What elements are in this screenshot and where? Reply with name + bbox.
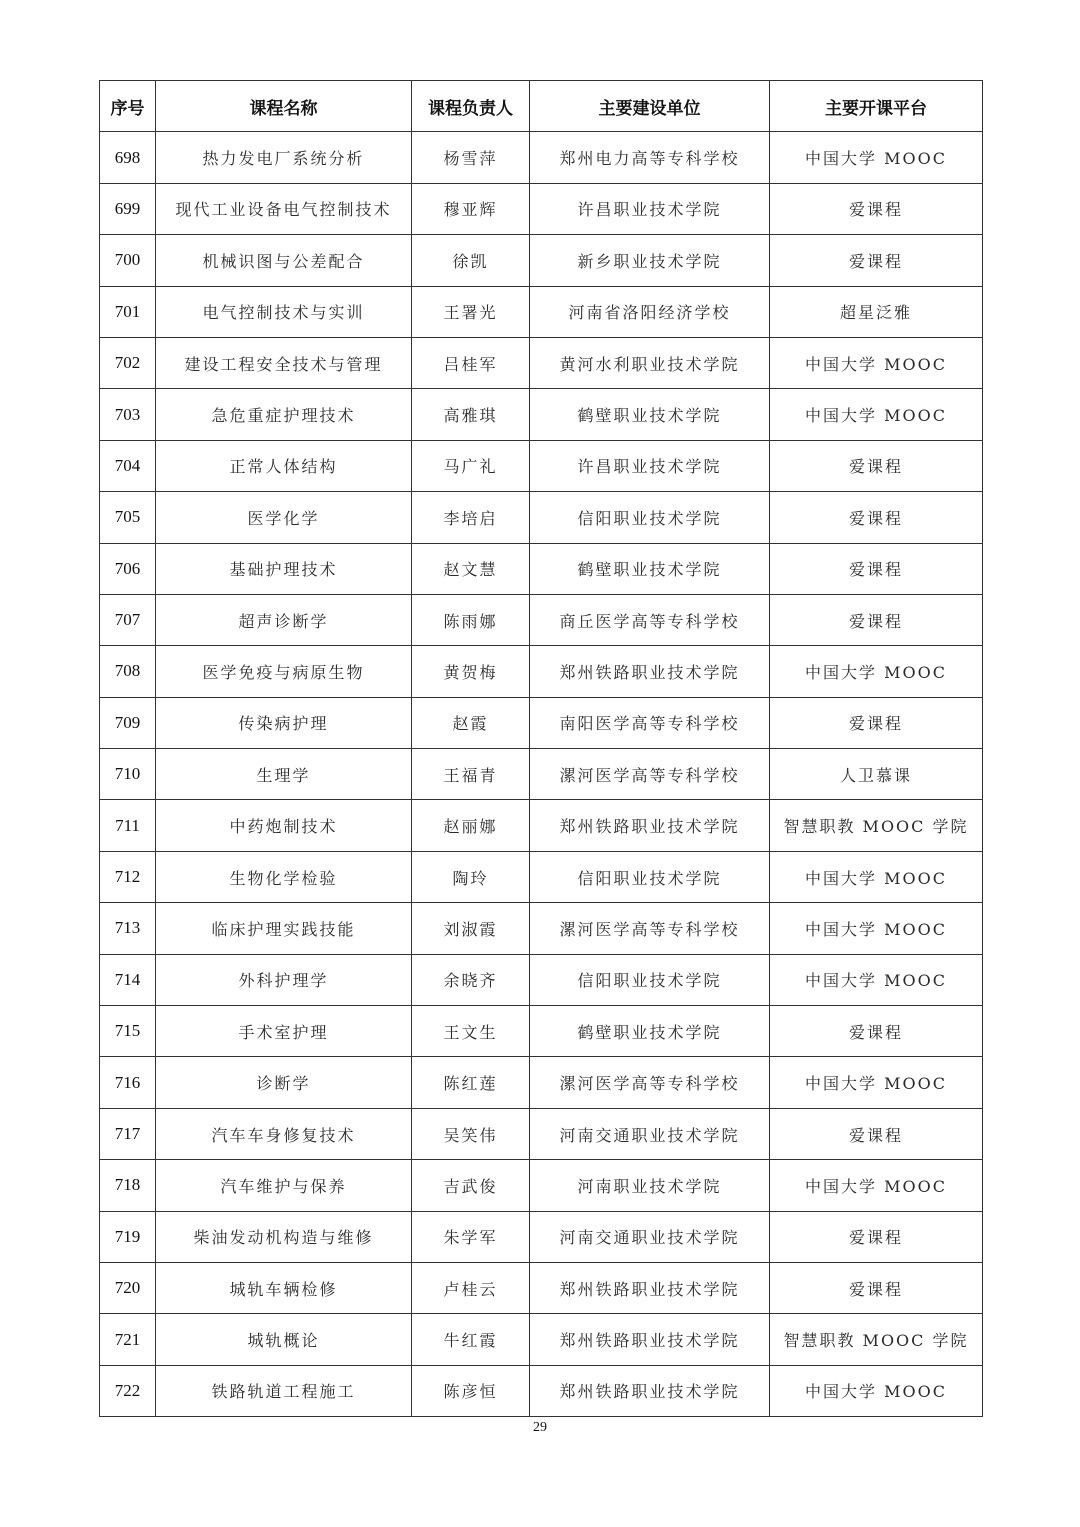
cell-institution: 漯河医学高等专科学校 (530, 1057, 770, 1108)
cell-course-name: 柴油发动机构造与维修 (156, 1211, 412, 1262)
cell-course-lead: 朱学军 (412, 1211, 530, 1262)
cell-serial: 718 (100, 1160, 156, 1211)
cell-course-name: 电气控制技术与实训 (156, 286, 412, 337)
table-row (100, 337, 983, 388)
cell-serial: 711 (100, 800, 156, 851)
cell-platform: 中国大学 MOOC (770, 646, 983, 697)
cell-course-lead: 余晓齐 (412, 954, 530, 1005)
cell-course-lead: 刘淑霞 (412, 903, 530, 954)
table-row (100, 1057, 983, 1108)
cell-serial: 708 (100, 646, 156, 697)
cell-platform: 爱课程 (770, 1006, 983, 1057)
header-course-lead: 课程负责人 (412, 81, 530, 132)
cell-serial: 698 (100, 132, 156, 183)
cell-platform: 中国大学 MOOC (770, 337, 983, 388)
header-institution: 主要建设单位 (530, 81, 770, 132)
cell-platform: 中国大学 MOOC (770, 851, 983, 902)
cell-course-lead: 穆亚辉 (412, 183, 530, 234)
cell-institution: 河南交通职业技术学院 (530, 1108, 770, 1159)
cell-course-name: 建设工程安全技术与管理 (156, 337, 412, 388)
header-platform: 主要开课平台 (770, 81, 983, 132)
cell-platform: 中国大学 MOOC (770, 954, 983, 1005)
table-row (100, 132, 983, 183)
table-row (100, 183, 983, 234)
cell-platform: 爱课程 (770, 1108, 983, 1159)
cell-serial: 705 (100, 492, 156, 543)
cell-course-name: 超声诊断学 (156, 594, 412, 645)
cell-platform: 爱课程 (770, 440, 983, 491)
cell-institution: 河南省洛阳经济学校 (530, 286, 770, 337)
page-number: 29 (533, 1420, 547, 1435)
cell-institution: 南阳医学高等专科学校 (530, 697, 770, 748)
cell-serial: 707 (100, 594, 156, 645)
cell-course-lead: 吉武俊 (412, 1160, 530, 1211)
table-header-row (100, 81, 983, 132)
cell-course-name: 城轨车辆检修 (156, 1262, 412, 1313)
cell-serial: 719 (100, 1211, 156, 1262)
cell-institution: 鹤壁职业技术学院 (530, 389, 770, 440)
cell-course-name: 汽车车身修复技术 (156, 1108, 412, 1159)
table-row (100, 594, 983, 645)
cell-platform: 爱课程 (770, 235, 983, 286)
cell-institution: 漯河医学高等专科学校 (530, 903, 770, 954)
cell-course-name: 临床护理实践技能 (156, 903, 412, 954)
cell-platform: 爱课程 (770, 594, 983, 645)
cell-serial: 716 (100, 1057, 156, 1108)
cell-course-name: 生物化学检验 (156, 851, 412, 902)
table-row (100, 800, 983, 851)
table-row (100, 492, 983, 543)
cell-course-name: 医学免疫与病原生物 (156, 646, 412, 697)
cell-platform: 中国大学 MOOC (770, 132, 983, 183)
cell-course-lead: 陈雨娜 (412, 594, 530, 645)
cell-serial: 706 (100, 543, 156, 594)
table-row (100, 749, 983, 800)
cell-course-name: 热力发电厂系统分析 (156, 132, 412, 183)
cell-course-name: 医学化学 (156, 492, 412, 543)
cell-course-lead: 吴笑伟 (412, 1108, 530, 1159)
cell-course-lead: 高雅琪 (412, 389, 530, 440)
cell-institution: 许昌职业技术学院 (530, 440, 770, 491)
table-row (100, 440, 983, 491)
cell-course-name: 机械识图与公差配合 (156, 235, 412, 286)
cell-course-lead: 吕桂军 (412, 337, 530, 388)
cell-platform: 智慧职教 MOOC 学院 (770, 1314, 983, 1365)
cell-serial: 702 (100, 337, 156, 388)
cell-platform: 爱课程 (770, 492, 983, 543)
cell-serial: 699 (100, 183, 156, 234)
cell-course-name: 外科护理学 (156, 954, 412, 1005)
cell-course-name: 诊断学 (156, 1057, 412, 1108)
table-row (100, 235, 983, 286)
cell-serial: 722 (100, 1365, 156, 1416)
table-row (100, 543, 983, 594)
table-row (100, 1365, 983, 1416)
cell-platform: 爱课程 (770, 1211, 983, 1262)
cell-course-lead: 徐凯 (412, 235, 530, 286)
cell-serial: 700 (100, 235, 156, 286)
cell-institution: 漯河医学高等专科学校 (530, 749, 770, 800)
cell-course-lead: 赵文慧 (412, 543, 530, 594)
cell-course-name: 中药炮制技术 (156, 800, 412, 851)
cell-course-lead: 王文生 (412, 1006, 530, 1057)
table-row (100, 646, 983, 697)
cell-institution: 郑州铁路职业技术学院 (530, 1365, 770, 1416)
table-row (100, 389, 983, 440)
cell-course-lead: 王署光 (412, 286, 530, 337)
cell-course-lead: 陶玲 (412, 851, 530, 902)
cell-serial: 717 (100, 1108, 156, 1159)
cell-course-name: 汽车维护与保养 (156, 1160, 412, 1211)
cell-course-lead: 马广礼 (412, 440, 530, 491)
table-row (100, 851, 983, 902)
table-row (100, 1262, 983, 1313)
table-row (100, 1314, 983, 1365)
cell-course-name: 急危重症护理技术 (156, 389, 412, 440)
cell-course-name: 城轨概论 (156, 1314, 412, 1365)
cell-course-name: 正常人体结构 (156, 440, 412, 491)
cell-institution: 信阳职业技术学院 (530, 851, 770, 902)
cell-course-lead: 李培启 (412, 492, 530, 543)
cell-platform: 中国大学 MOOC (770, 1365, 983, 1416)
cell-serial: 709 (100, 697, 156, 748)
cell-institution: 河南职业技术学院 (530, 1160, 770, 1211)
cell-serial: 701 (100, 286, 156, 337)
cell-institution: 郑州铁路职业技术学院 (530, 800, 770, 851)
cell-course-name: 生理学 (156, 749, 412, 800)
cell-course-lead: 陈红莲 (412, 1057, 530, 1108)
cell-serial: 704 (100, 440, 156, 491)
cell-institution: 商丘医学高等专科学校 (530, 594, 770, 645)
table-row (100, 1211, 983, 1262)
table-row (100, 1108, 983, 1159)
header-course-name: 课程名称 (156, 81, 412, 132)
cell-course-lead: 黄贺梅 (412, 646, 530, 697)
course-table (99, 80, 983, 1417)
cell-institution: 信阳职业技术学院 (530, 954, 770, 1005)
cell-platform: 人卫慕课 (770, 749, 983, 800)
cell-institution: 河南交通职业技术学院 (530, 1211, 770, 1262)
cell-institution: 信阳职业技术学院 (530, 492, 770, 543)
cell-platform: 中国大学 MOOC (770, 903, 983, 954)
cell-serial: 714 (100, 954, 156, 1005)
cell-platform: 智慧职教 MOOC 学院 (770, 800, 983, 851)
cell-platform: 中国大学 MOOC (770, 1057, 983, 1108)
cell-course-name: 铁路轨道工程施工 (156, 1365, 412, 1416)
cell-course-name: 基础护理技术 (156, 543, 412, 594)
cell-serial: 712 (100, 851, 156, 902)
cell-platform: 爱课程 (770, 183, 983, 234)
cell-serial: 715 (100, 1006, 156, 1057)
cell-course-lead: 牛红霞 (412, 1314, 530, 1365)
cell-institution: 黄河水利职业技术学院 (530, 337, 770, 388)
cell-serial: 703 (100, 389, 156, 440)
cell-institution: 许昌职业技术学院 (530, 183, 770, 234)
cell-institution: 郑州铁路职业技术学院 (530, 646, 770, 697)
header-serial: 序号 (100, 81, 156, 132)
cell-platform: 爱课程 (770, 697, 983, 748)
cell-institution: 郑州铁路职业技术学院 (530, 1262, 770, 1313)
cell-platform: 爱课程 (770, 1262, 983, 1313)
cell-course-lead: 赵霞 (412, 697, 530, 748)
cell-course-lead: 王福青 (412, 749, 530, 800)
cell-institution: 新乡职业技术学院 (530, 235, 770, 286)
cell-serial: 720 (100, 1262, 156, 1313)
cell-course-lead: 赵丽娜 (412, 800, 530, 851)
cell-serial: 710 (100, 749, 156, 800)
cell-platform: 爱课程 (770, 543, 983, 594)
cell-platform: 中国大学 MOOC (770, 1160, 983, 1211)
cell-institution: 鹤壁职业技术学院 (530, 543, 770, 594)
cell-platform: 超星泛雅 (770, 286, 983, 337)
table-row (100, 286, 983, 337)
cell-platform: 中国大学 MOOC (770, 389, 983, 440)
cell-institution: 鹤壁职业技术学院 (530, 1006, 770, 1057)
cell-course-name: 传染病护理 (156, 697, 412, 748)
cell-serial: 721 (100, 1314, 156, 1365)
cell-serial: 713 (100, 903, 156, 954)
table-row (100, 1006, 983, 1057)
table-row (100, 954, 983, 1005)
table-row (100, 903, 983, 954)
cell-institution: 郑州铁路职业技术学院 (530, 1314, 770, 1365)
cell-course-lead: 陈彦恒 (412, 1365, 530, 1416)
table-body (100, 132, 983, 1417)
table-row (100, 1160, 983, 1211)
cell-course-name: 手术室护理 (156, 1006, 412, 1057)
cell-course-lead: 卢桂云 (412, 1262, 530, 1313)
cell-course-name: 现代工业设备电气控制技术 (156, 183, 412, 234)
table-row (100, 697, 983, 748)
cell-course-lead: 杨雪萍 (412, 132, 530, 183)
cell-institution: 郑州电力高等专科学校 (530, 132, 770, 183)
